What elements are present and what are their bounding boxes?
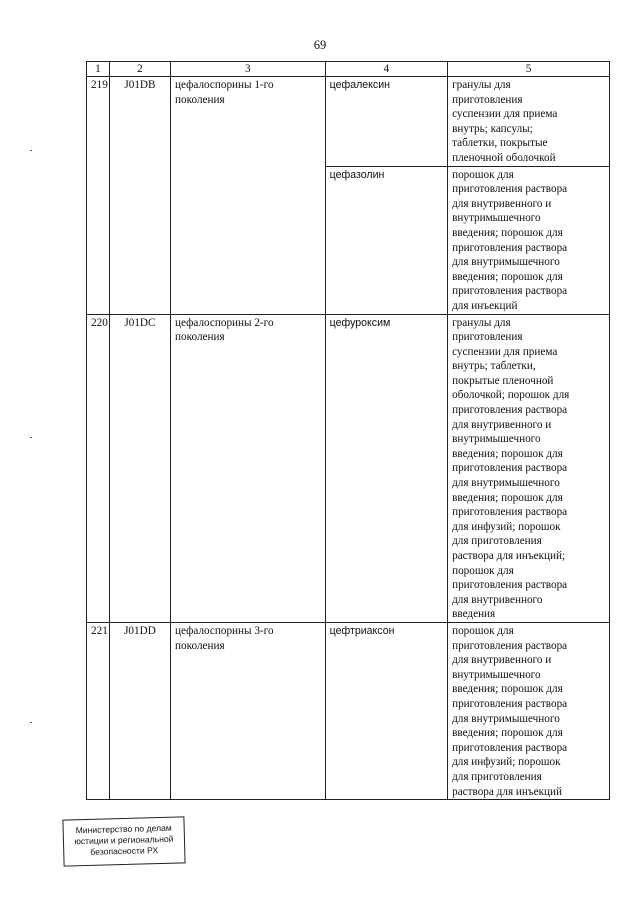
dosage-form-line: приготовления раствора xyxy=(452,741,568,754)
dosage-form-line: суспензии для приема xyxy=(452,345,558,358)
dosage-form-line: приготовления раствора xyxy=(452,241,568,254)
dosage-form-line: внутрь; капсулы; xyxy=(452,122,533,135)
dosage-form-line: для внутримышечного xyxy=(452,477,560,490)
stamp-line: безопасности РХ xyxy=(90,845,159,857)
dosage-form-line: покрытые пленочной xyxy=(452,374,554,387)
drug-group xyxy=(171,622,326,799)
dosage-form-line: внутримышечного xyxy=(452,212,541,225)
dosage-form-line: для инфузий; порошок xyxy=(452,756,561,769)
page-number: 69 xyxy=(313,38,327,52)
dosage-form-line: порошок для xyxy=(452,168,514,181)
dosage-forms xyxy=(448,314,610,622)
dosage-form-line: приготовления раствора xyxy=(452,639,568,652)
column-header: 5 xyxy=(448,62,610,77)
dosage-form-line: для приготовления xyxy=(452,535,542,548)
margin-mark xyxy=(30,722,32,723)
dosage-form-line: введения xyxy=(452,608,496,621)
dosage-form-line: порошок для xyxy=(452,624,514,637)
row-number: 219 xyxy=(87,77,110,315)
drug-group-line: цефалоспорины 2-го xyxy=(175,316,274,329)
dosage-form-line: введения; порошок для xyxy=(452,226,563,239)
dosage-form-line: для внутривенного и xyxy=(452,654,552,667)
dosage-form-line: введения; порошок для xyxy=(452,447,563,460)
dosage-form-line: для инъекций xyxy=(452,299,518,312)
atc-code: J01DD xyxy=(109,622,170,799)
dosage-form-line: для внутримышечного xyxy=(452,256,560,269)
margin-mark xyxy=(30,150,32,151)
dosage-form-line: приготовления раствора xyxy=(452,285,568,298)
drug-group-line: поколения xyxy=(175,93,225,106)
dosage-form-line: приготовления xyxy=(452,93,523,106)
dosage-form-line: введения; порошок для xyxy=(452,683,563,696)
dosage-form-line: гранулы для xyxy=(452,79,511,91)
dosage-form-line: раствора для инъекций xyxy=(452,785,563,798)
dosage-form-line: внутримышечного xyxy=(452,433,541,446)
dosage-form-line: введения; порошок для xyxy=(452,727,563,740)
column-header: 3 xyxy=(171,62,326,77)
dosage-form-line: приготовления раствора xyxy=(452,462,568,475)
dosage-form-line: для приготовления xyxy=(452,770,542,783)
dosage-form-line: для инфузий; порошок xyxy=(452,520,561,533)
table-row xyxy=(87,77,610,167)
column-header: 2 xyxy=(109,62,170,77)
dosage-form-line: для внутривенного и xyxy=(452,197,552,210)
dosage-form-line: гранулы для xyxy=(452,316,511,329)
table-row xyxy=(87,622,610,799)
drug-group-line: цефалоспорины 3-го xyxy=(175,624,274,637)
ministry-stamp xyxy=(62,816,185,866)
dosage-form-line: для внутривенного xyxy=(452,593,543,606)
drug-group xyxy=(171,314,326,622)
drug-name: цефтриаксон xyxy=(325,622,447,799)
dosage-form-line: пленочной оболочкой xyxy=(452,151,556,164)
table-row xyxy=(87,314,610,622)
drug-group xyxy=(171,77,326,315)
dosage-form-line: внутримышечного xyxy=(452,668,541,681)
drug-table xyxy=(86,61,610,800)
dosage-form-line: для внутримышечного xyxy=(452,712,560,725)
table-header-row xyxy=(87,62,610,77)
dosage-forms xyxy=(448,622,610,799)
dosage-form-line: приготовления раствора xyxy=(452,404,568,417)
dosage-form-line: приготовления раствора xyxy=(452,579,568,592)
dosage-form-line: приготовления xyxy=(452,331,523,344)
dosage-form-line: приготовления раствора xyxy=(452,697,568,710)
dosage-form-line: внутрь; таблетки, xyxy=(452,360,536,373)
dosage-forms xyxy=(448,77,610,167)
column-header: 4 xyxy=(325,62,447,77)
dosage-form-line: таблетки, покрытые xyxy=(452,137,548,150)
dosage-form-line: введения; порошок для xyxy=(452,491,563,504)
margin-mark xyxy=(30,437,32,438)
drug-group-line: цефалоспорины 1-го xyxy=(175,79,274,91)
dosage-form-line: приготовления раствора xyxy=(452,506,568,519)
drug-name: цефалексин xyxy=(325,77,447,167)
dosage-forms xyxy=(448,166,610,314)
stamp-line: Министерство по делам xyxy=(75,822,172,836)
dosage-form-line: суспензии для приема xyxy=(452,108,558,121)
drug-name: цефуроксим xyxy=(325,314,447,622)
drug-group-line: поколения xyxy=(175,331,225,344)
dosage-form-line: приготовления раствора xyxy=(452,183,568,196)
row-number: 220 xyxy=(87,314,110,622)
column-header: 1 xyxy=(87,62,110,77)
row-number: 221 xyxy=(87,622,110,799)
dosage-form-line: порошок для xyxy=(452,564,514,577)
drug-group-line: поколения xyxy=(175,639,225,652)
dosage-form-line: раствора для инъекций; xyxy=(452,550,566,562)
dosage-form-line: введения; порошок для xyxy=(452,270,563,283)
atc-code: J01DB xyxy=(109,77,170,315)
dosage-form-line: оболочкой; порошок для xyxy=(452,389,570,402)
atc-code: J01DC xyxy=(109,314,170,622)
stamp-line: юстиции и региональной xyxy=(74,833,174,847)
drug-name: цефазолин xyxy=(325,166,447,314)
dosage-form-line: для внутривенного и xyxy=(452,418,552,431)
